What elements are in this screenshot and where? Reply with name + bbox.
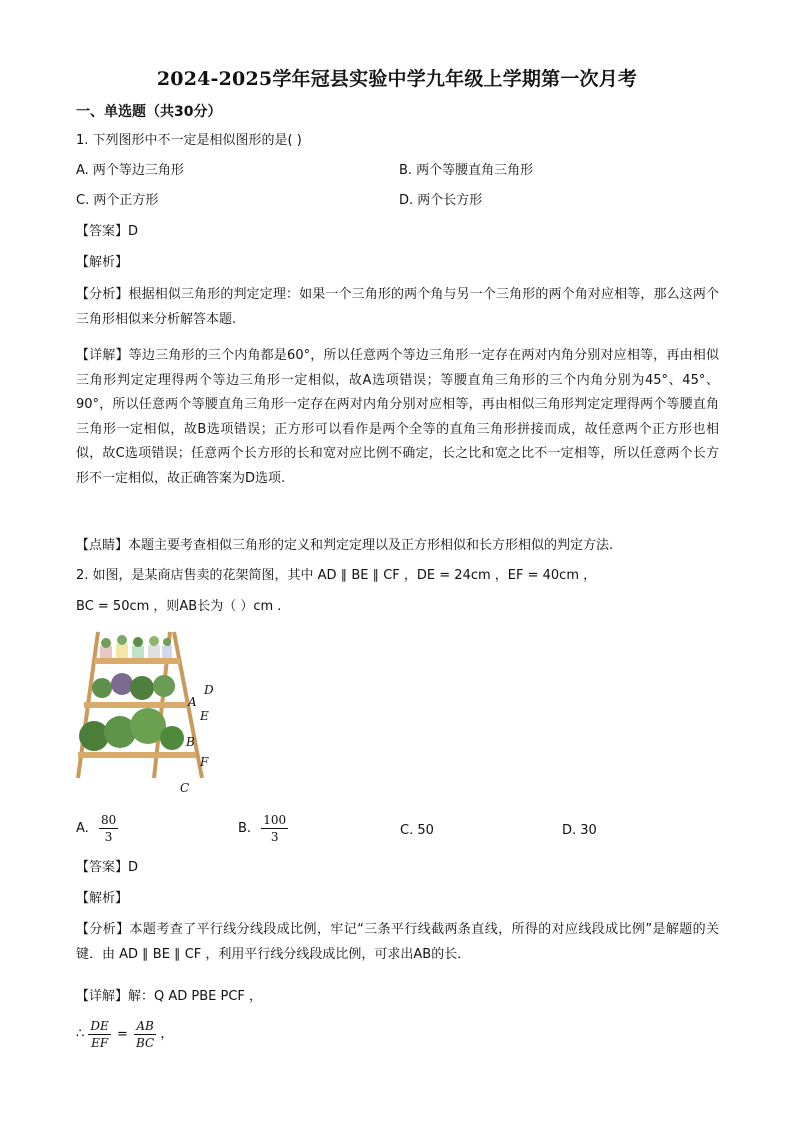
label-d: D <box>204 683 214 697</box>
q1-option-d: D. 两个长方形 <box>399 193 483 208</box>
eq-left-numerator: DE <box>90 1019 109 1033</box>
eq-right-numerator: AB <box>134 1018 156 1035</box>
page-title: 2024-2025学年冠县实验中学九年级上学期第一次月考 <box>156 68 638 90</box>
q2-option-b-numerator: 100 <box>263 813 287 827</box>
label-b: B <box>186 735 195 749</box>
q2-option-a-numerator: 80 <box>100 813 117 827</box>
q2-option-d: D. 30 <box>562 823 597 838</box>
q2-analysis: 【分析】本题考查了平行线分线段成比例，牢记“三条平行线截两条直线，所得的对应线段成比例”是解题的关键．由 AD ∥ BE ∥ CF ，利用平行线分线段成比例，可求出AB的长． <box>76 922 719 962</box>
q1-option-b: B. 两个等腰直角三角形 <box>399 163 534 178</box>
q1-analysis: 【分析】根据相似三角形的判定定理：如果一个三角形的两个角与另一个三角形的两个角对应相等，那么这两个三角形相似来分析解答本题. <box>76 287 719 327</box>
eq-right-fraction <box>134 1018 156 1051</box>
eq-right-denominator: BC <box>136 1036 155 1050</box>
eq-tail: ， <box>160 1026 174 1042</box>
eq-left-fraction <box>88 1018 110 1051</box>
q1-answer: 【答案】D <box>76 224 139 239</box>
q1-stem: 1. 下列图形中不一定是相似图形的是( ) <box>76 133 302 148</box>
label-f: F <box>200 755 209 769</box>
q2-stem-line2: BC = 50cm ，则AB长为（ ）cm . <box>76 599 282 614</box>
therefore-symbol: ∴ <box>76 1026 85 1042</box>
q1-detail: 【详解】等边三角形的三个内角都是60°，所以任意两个等边三角形一定存在两对内角分别对应相等，再由相似三角形判定定理得两个等边三角形一定相似，故A选项错误；等腰直角三角形的三个内角分别为45°、45°、90°，所以任意两个等腰直角三角形一定存在两对内角分别对应相等，再由相似三角形判定定理得两个等腰直角三角形一定相似，故B选项错误；正方形可以看作是两个全等的直角三角形拼接而成，故任意两个正方形也相似，故C选项错误；任意两个长方形的长和宽对应比例不确定，长之比和宽之比不一定相等，所以任意两个长方形不一定相似，故正确答案为D选项. <box>76 348 719 486</box>
q2-jiexi: 【解析】 <box>76 891 129 906</box>
q2-option-b-denominator: 3 <box>270 830 279 844</box>
label-a: A <box>188 695 197 709</box>
q2-option-c: C. 50 <box>400 823 434 838</box>
q2-answer: 【答案】D <box>76 860 139 875</box>
q2-option-a-denominator: 3 <box>104 830 113 844</box>
q2-option-a <box>76 812 118 845</box>
q2-option-a-label: A. <box>76 821 89 836</box>
label-c: C <box>180 781 190 795</box>
q2-option-a-fraction <box>99 812 118 845</box>
q2-option-b-label: B. <box>238 821 252 836</box>
eq-sign: = <box>116 1026 128 1042</box>
label-e: E <box>200 709 209 723</box>
q2-equation <box>76 1018 173 1051</box>
flower-stand-figure <box>76 628 226 798</box>
q2-stem-line1: 2. 如图，是某商店售卖的花架简图，其中 AD ∥ BE ∥ CF ，DE = 24cm ，EF = 40cm ， <box>76 568 597 583</box>
q2-detail: 【详解】解：Q AD PBE PCF ， <box>76 989 263 1004</box>
q1-comment: 【点睛】本题主要考查相似三角形的定义和判定定理以及正方形相似和长方形相似的判定方法. <box>76 538 614 553</box>
q1-option-a: A. 两个等边三角形 <box>76 163 184 178</box>
section-heading: 一、单选题（共30分） <box>76 104 222 120</box>
q2-option-b-fraction <box>261 812 288 845</box>
q2-option-b <box>238 812 288 845</box>
q1-option-c: C. 两个正方形 <box>76 193 159 208</box>
q1-jiexi: 【解析】 <box>76 255 129 270</box>
eq-left-denominator: EF <box>91 1036 109 1050</box>
